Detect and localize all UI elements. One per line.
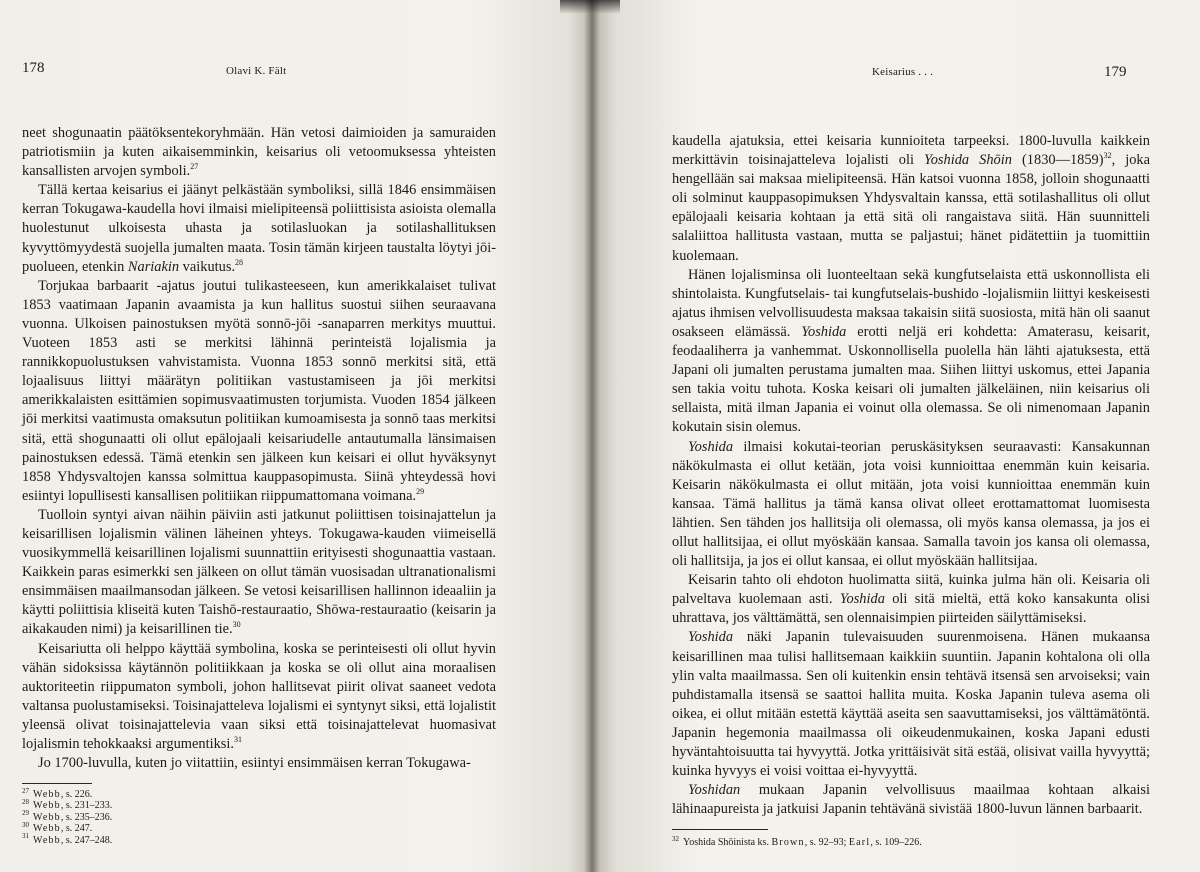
footnotes: [22, 786, 113, 846]
footnote-divider: [22, 783, 92, 784]
right-page: [592, 0, 1200, 872]
paragraph: Hänen lojalisminsa oli luonteeltaan sekä kungfutselaista että uskonnollista eli shintolaista. Kungfutselais- tai kungfutselais-bushido -lojalismiin liittyi keskeisesti ajatus ihmisen velvollisuudesta maksaa takaisin siitä suosiosta, mitä hän oli saanut osakseen elämässä. Yoshida erotti neljä eri kohdetta: Amaterasu, keisarit, feodaaliherra ja vanhemmat. Uskonnollisella puolella hän lähti ajatuksesta, että Japani oli jumalten perustama jumalten maa. Siihen liittyi uskomus, ettei Japania sen takia voitu tuhota. Koska keisari oli jumalten jälkeläinen, niin keisarius oli sellaista, mitä ilman Japania ei voinut olla olemassa. Se oli nimenomaan Japanin kokutain sisin olemus.: [672, 266, 1150, 436]
paragraph: Yoshida ilmaisi kokutai-teorian peruskäsityksen seuraavasti: Kansakunnan näkökulmasta ei ollut ketään, jota voisi kunnioittaa enemmän kuin keisaria. Keisarin näkökulmasta ei ollut mitään, jota voisi kunnioittaa enemmän kuin kansaa. Tämä hallitus ja tämä kansa olivat olleet erottamattomat luomisesta lähtien. Sen tähden jos hallitsija oli olemassa, oli myös kansa olemassa, ja jos ei ollut hallitsijaa, ei ollut myöskään kansaa. Samalla tavoin jos kansa oli olemassa, oli hallitsija, ja jos ei ollut kansaa, ei ollut myöskään hallitsijaa.: [672, 438, 1150, 570]
footnote: $^{29}$ Webb, s. 235–236.: [22, 809, 113, 823]
footnote-ref: 27: [190, 162, 199, 172]
paragraph: Tuolloin syntyi aivan näihin päiviin asti jatkunut poliittisen toisinajattelun ja keisarillisen lojalismin välinen läheinen yhteys. Tokugawa-kauden viimeisellä vuosikymmellä keisarillinen lojalismi suunnattiin erityisesti shogunaattia vastaan. Kaikkein paras esimerkki sen jälkeen on ollut tämän vuosisadan ultranationalismi ensimmäisen maailmansodan jälkeen. Se vetosi keisarillisen hallinnon ideaaliin ja käytti poliittisia kliseitä kuten Taishō-restauraatio, Shōwa-restauraatio (keisarin ja aikakauden nimi) ja keisarillinen tie.$^{30}$: [22, 506, 496, 638]
page-number: 178: [22, 60, 45, 76]
footnote-ref: 29: [416, 486, 425, 496]
paragraph: Jo 1700-luvulla, kuten jo viitattiin, esiintyi ensimmäisen kerran Tokugawa-: [38, 755, 471, 772]
footnote: $^{31}$ Webb, s. 247–248.: [22, 832, 113, 846]
paragraph: Yoshidan mukaan Japanin velvollisuus maailmaa kohtaan alkaisi lähinaapureista ja jatkuisi Japanin tehtävänä sivistää 1800-luvun lännen barbaarit.: [672, 782, 1150, 818]
running-head: Keisarius . . .: [872, 66, 934, 78]
paragraph: Keisarin tahto oli ehdoton huolimatta siitä, kuinka julma hän oli. Keisaria oli palveltava kuolemaan asti. Yoshida oli sitä mieltä, että koko kansakunta olisi uhrattava, jos välttämättä, sen olennaisimpien piirteiden säilyttämiseksi.: [672, 572, 1150, 627]
page-number: 179: [1104, 64, 1127, 80]
binding-shadow: [560, 0, 620, 14]
paragraph: Tällä kertaa keisarius ei jäänyt pelkästään symboliksi, sillä 1846 ensimmäisen kerran Tokugawa-kaudella hovi ilmaisi mielipiteensä poliittisista asioista olemalla huolestunut ulkoisesta uhasta ja sotilasluokan ja sotilashallituksen kyvyttömyydestä suojella jumalten maata. Tosin tämän kirjeen taustalta löytyi jōi-puolueen, etenkin Nariakin vaikutus.$^{28}$: [22, 182, 496, 275]
footnote-ref: 31: [233, 735, 242, 745]
right-body-text: [672, 132, 1150, 819]
footnote: $^{27}$ Webb, s. 226.: [22, 786, 93, 800]
footnote: $^{28}$ Webb, s. 231–233.: [22, 798, 113, 812]
footnote-ref: 28: [235, 257, 244, 267]
footnote: $^{32}$ Yoshida Shōinista ks. Brown, s. 92–93; Earl, s. 109–226.: [672, 834, 922, 848]
footnote-divider: [672, 829, 768, 830]
book-gutter: [584, 0, 600, 872]
left-page: [0, 0, 592, 872]
footnote-ref: 30: [232, 620, 241, 630]
footnotes: [672, 834, 922, 848]
left-body-text: [22, 124, 496, 773]
footnote-ref: 32: [1103, 151, 1112, 161]
paragraph: Keisariutta oli helppo käyttää symbolina, koska se perinteisesti oli ollut hyvin vähän sidoksissa käytännön politiikkaan ja koska se oli ollut aina moraalisen auktoriteetin riippumaton symboli, johon hallitsevat piirit olivat saaneet vedota valtansa puolustamiseksi. Toisinajatteleva lojalismi ei syntynyt siksi, että lojalistit yleensä olivat toisinajattelevia vaan siksi että toisinajattelevat huomasivat lojalismin tehokkaaksi argumentiksi.$^{31}$: [22, 640, 496, 752]
paragraph: Torjukaa barbaarit -ajatus joutui tulikasteeseen, kun amerikkalaiset tulivat 1853 vaatimaan Japanin avaamista ja kun hallitus suostui siihen seuraavana vuonna. Ulkoisen painostuksen myötä sonnō-jōi -sanaparren merkitys muuttui. Vuoteen 1853 asti se merkitsi lähinnä perinteistä lojalismia ja rannikkopuolustuksen vahvistamista. Vuonna 1853 sonnō merkitsi sitä, että lojaalisuus liittyi määrätyn politiikan vastustamiseen ja jōi merkitsi amerikkalaisten esittämien sopimusvaatimusten torjumista. Vuoden 1854 jälkeen jōi merkitsi vaatimusta omaksutun politiikan kumoamisesta ja sonnō taas merkitsi sitä, että shogunaatti oli ollut epälojaali keisariudelle antautumalla länsimaisen painostuksen edessä. Tämä etenkin sen jälkeen kun keisari ei ollut hyväksynyt 1858 Yhdysvaltojen kanssa solmittua kauppasopimusta. Siinä yhteydessä hovi esiintyi lopullisesti kansallisen politiikan riippumattomana voimana.$^{29}$: [22, 277, 496, 504]
running-head: Olavi K. Fält: [226, 65, 287, 77]
paragraph: Yoshida näki Japanin tulevaisuuden suurenmoisena. Hänen mukaansa keisarillinen maa tulisi hallitsemaan kaikkiin suuntiin. Japanin kohtalona oli olla ylin valta maailmassa. Sen oli kuitenkin ensin tehtävä itsensä sen arvoiseksi; vain puhdistamalla itsensä se saattoi hallita muita. Koska Japanin tuleva asema oli oikea, ei ollut mitään estettä käyttää aseita sen saavuttamiseksi, jos välttämätöntä. Japanin hegemonia maailmassa oli oikeudenmukainen, koska Japani edusti hyväntahtoisuutta tai hyvyyttä. Jotka yrittäisivät sitä estää, olisivat vailla hyvyyttä; kuinka hyvyys ei voisi voittaa ei-hyvyyttä.: [672, 629, 1150, 780]
footnote: $^{30}$ Webb, s. 247.: [22, 820, 93, 835]
paragraph: neet shogunaatin päätöksentekoryhmään. Hän vetosi daimioiden ja samuraiden patriotismiin ja kuten aikaisemminkin, keisarius oli vetoomuksessa yhteisten kansallisten arvojen symboli.$^{27}$: [22, 125, 496, 180]
paragraph: kaudella ajatuksia, ettei keisaria kunnioiteta tarpeeksi. 1800-luvulla kaikkein merkittävin toisinajatteleva lojalisti oli Yoshida Shōin (1830—1859)$^{32}$, joka hengellään sai maksaa mielipiteensä. Hän katsoi vuonna 1858, jolloin shogunaatti oli solminut kauppasopimuksen Yhdysvaltain kanssa, että sotilashallitus oli ollut epälojaali keisaria kohtaan ja että sitä oli rangaistava siitä. Hän suunnitteli salaliittoa hallitusta vastaan, mutta se paljastui; hänet pidätettiin ja tuomittiin kuolemaan.: [672, 133, 1150, 264]
